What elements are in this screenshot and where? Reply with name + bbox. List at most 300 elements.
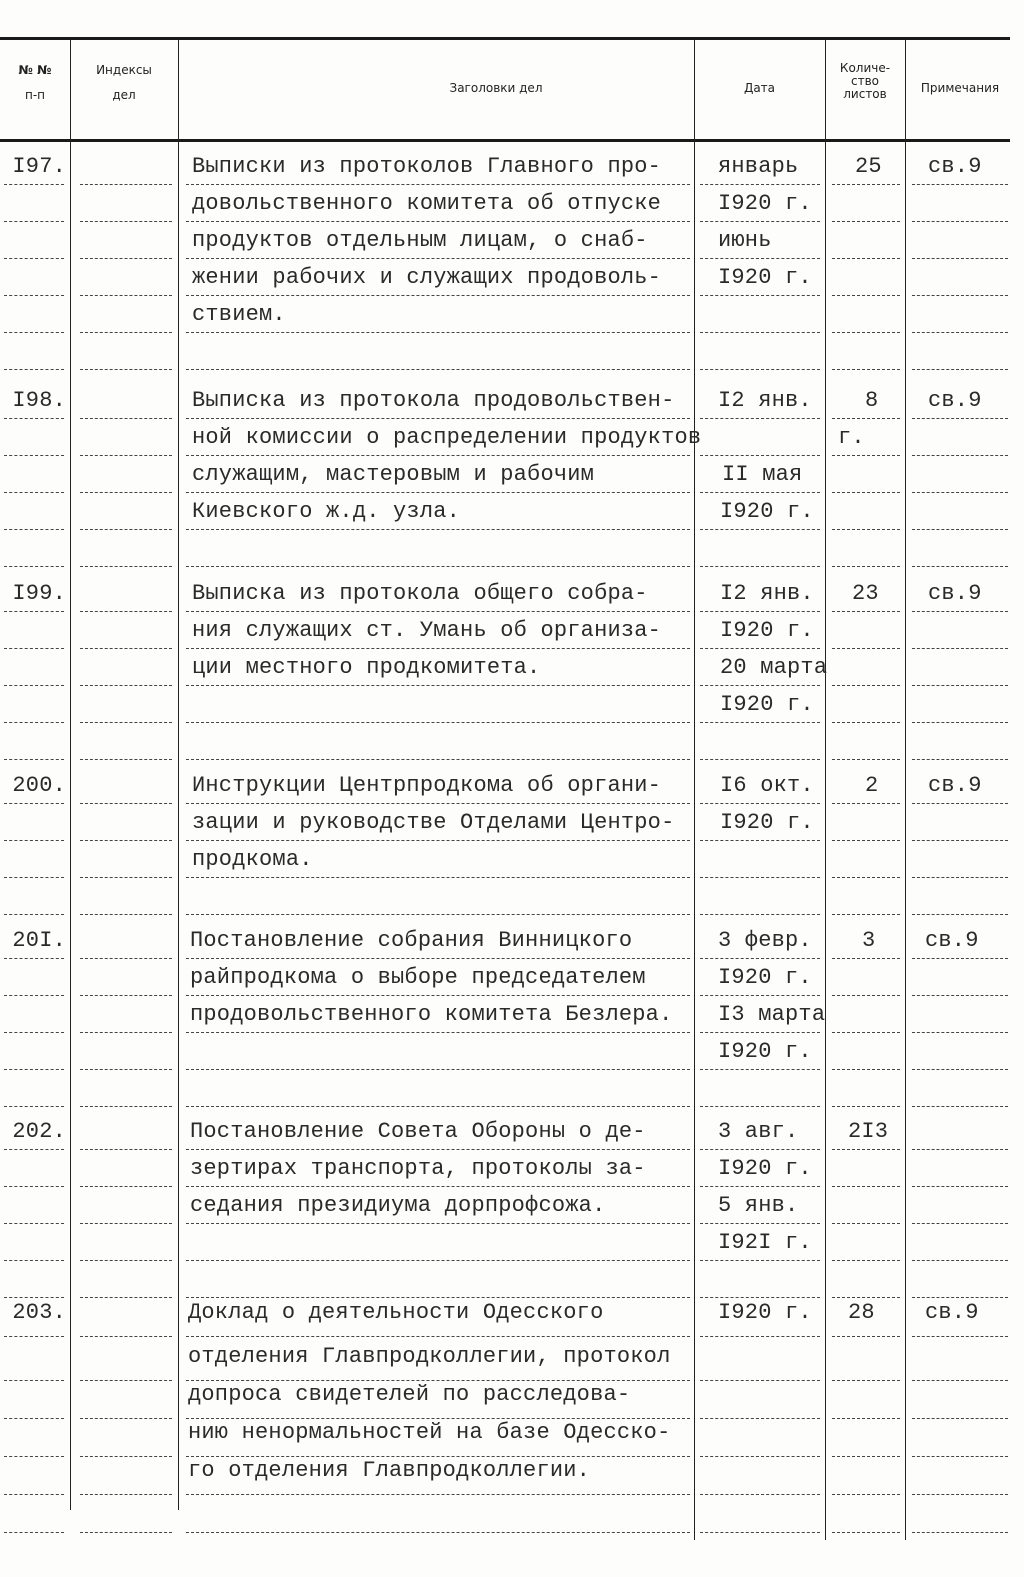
row-number: I98. (12, 388, 66, 413)
row-date-line: июнь (718, 228, 772, 253)
ruled-line (80, 418, 172, 419)
ruled-line (832, 914, 900, 915)
ruled-line (80, 648, 172, 649)
ruled-line (832, 685, 900, 686)
ruled-line (700, 1532, 820, 1533)
row-date-line: I920 г. (718, 1300, 812, 1325)
ruled-line (832, 840, 900, 841)
ruled-line (912, 369, 1008, 370)
ruled-line (4, 455, 64, 456)
header-title-text: Заголовки дел (449, 81, 543, 95)
row-date-line: I2 янв. (720, 581, 814, 606)
ruled-line (4, 759, 64, 760)
ruled-line (80, 877, 172, 878)
ruled-line (700, 722, 820, 723)
ruled-line (700, 1106, 820, 1107)
row-notes: св.9 (925, 928, 979, 953)
header-date (694, 80, 825, 97)
header-notes-text: Примечания (920, 81, 1000, 95)
row-number: 202. (12, 1119, 66, 1144)
row-sheets: 2 (865, 773, 879, 798)
ruled-line (4, 1297, 64, 1298)
ruled-line (186, 840, 690, 841)
row-date-line: I6 окт. (720, 773, 814, 798)
ruled-line (4, 184, 64, 185)
row-title-line: Киевского ж.д. узла. (192, 499, 461, 524)
row-date-line: 3 авг. (718, 1119, 799, 1144)
ruled-line (832, 1456, 900, 1457)
ruled-line (186, 995, 690, 996)
row-title-line: райпродкома о выборе председателем (190, 965, 646, 990)
ruled-line (700, 184, 820, 185)
row-date-line: I920 г. (718, 1039, 812, 1064)
ruled-line (832, 722, 900, 723)
ruled-line (186, 611, 690, 612)
ruled-line (832, 1336, 900, 1337)
ruled-line (4, 840, 64, 841)
ruled-line (700, 685, 820, 686)
ruled-line (4, 332, 64, 333)
ruled-line (186, 566, 690, 567)
ruled-line (912, 1223, 1008, 1224)
ruled-line (4, 685, 64, 686)
ruled-line (700, 455, 820, 456)
ruled-line (186, 1494, 690, 1495)
row-date-line: I3 марта (718, 1002, 826, 1027)
ruled-line (700, 1418, 820, 1419)
row-title-line: довольственного комитета об отпуске (192, 191, 662, 216)
ruled-line (80, 258, 172, 259)
ruled-line (186, 958, 690, 959)
row-title-line: Выписка из протокола продовольствен- (192, 388, 675, 413)
row-date-line: I920 г. (720, 618, 814, 643)
ruled-line (186, 1186, 690, 1187)
ruled-line (700, 759, 820, 760)
ruled-line (4, 1223, 64, 1224)
ruled-line (4, 1456, 64, 1457)
ruled-line (80, 1456, 172, 1457)
ruled-line (186, 1297, 690, 1298)
ruled-line (186, 332, 690, 333)
ruled-line (912, 995, 1008, 996)
ruled-line (4, 221, 64, 222)
ruled-line (80, 1149, 172, 1150)
row-title-line: нию ненормальностей на базе Одесско- (188, 1420, 671, 1445)
ruled-line (186, 1106, 690, 1107)
ruled-line (80, 1418, 172, 1419)
ruled-line (4, 914, 64, 915)
ruled-line (80, 914, 172, 915)
row-title-line: Инструкции Центрпродкома об органи- (192, 773, 662, 798)
row-title-line: ции местного продкомитета. (192, 655, 541, 680)
ruled-line (832, 529, 900, 530)
ruled-line (832, 1069, 900, 1070)
ruled-line (700, 566, 820, 567)
ruled-line (4, 295, 64, 296)
row-date-line: 3 февр. (718, 928, 812, 953)
ruled-line (80, 759, 172, 760)
ruled-line (700, 1456, 820, 1457)
ruled-line (700, 1494, 820, 1495)
row-title-line: Выписка из протокола общего собра- (192, 581, 648, 606)
ruled-line (186, 418, 690, 419)
ruled-line (186, 1149, 690, 1150)
ruled-line (912, 258, 1008, 259)
header-bottom-rule (0, 139, 1010, 142)
header-sheets-line1: Количе- (839, 61, 891, 75)
ruled-line (80, 492, 172, 493)
ruled-line (912, 1418, 1008, 1419)
ruled-line (912, 1297, 1008, 1298)
ruled-line (832, 1260, 900, 1261)
ruled-line (80, 722, 172, 723)
ruled-line (832, 492, 900, 493)
ruled-line (912, 685, 1008, 686)
ruled-line (700, 492, 820, 493)
ruled-line (700, 803, 820, 804)
ruled-line (912, 877, 1008, 878)
ruled-line (832, 995, 900, 996)
row-sheets: 2I3 (848, 1119, 889, 1144)
ruled-line (700, 1186, 820, 1187)
ruled-line (186, 1532, 690, 1533)
ruled-line (912, 722, 1008, 723)
row-sheets: 25 (855, 154, 882, 179)
ruled-line (80, 1380, 172, 1381)
ruled-line (4, 958, 64, 959)
row-notes: св.9 (928, 581, 982, 606)
ruled-line (186, 492, 690, 493)
ruled-line (186, 1418, 690, 1419)
ruled-line (80, 1336, 172, 1337)
row-date-line: январь (718, 154, 799, 179)
row-date-line: I920 г. (720, 810, 814, 835)
ruled-line (912, 455, 1008, 456)
row-title-line: служащим, мастеровым и рабочим (192, 462, 595, 487)
ruled-line (80, 295, 172, 296)
ruled-line (4, 648, 64, 649)
ruled-line (832, 369, 900, 370)
row-title-line: зации и руководстве Отделами Центро- (192, 810, 675, 835)
row-title-line: продовольственного комитета Безлера. (190, 1002, 673, 1027)
ruled-line (912, 1186, 1008, 1187)
row-date-line: I920 г. (718, 191, 812, 216)
ruled-line (4, 1380, 64, 1381)
ruled-line (832, 648, 900, 649)
ruled-line (912, 1069, 1008, 1070)
ruled-line (832, 295, 900, 296)
ruled-line (186, 295, 690, 296)
ruled-line (80, 529, 172, 530)
ruled-line (912, 1494, 1008, 1495)
ruled-line (186, 648, 690, 649)
ruled-line (912, 759, 1008, 760)
row-title-line: Доклад о деятельности Одесского (188, 1300, 604, 1325)
ruled-line (700, 258, 820, 259)
row-date-overflow: г. (838, 425, 865, 450)
ruled-line (700, 1336, 820, 1337)
row-date-line: 5 янв. (718, 1193, 799, 1218)
ruled-line (186, 722, 690, 723)
ruled-line (832, 418, 900, 419)
header-sheets-line3: листов (843, 87, 887, 101)
ruled-line (912, 840, 1008, 841)
ruled-line (832, 611, 900, 612)
ruled-line (912, 418, 1008, 419)
top-rule (0, 37, 1010, 40)
row-date-line: 20 марта (720, 655, 828, 680)
ruled-line (4, 995, 64, 996)
ruled-line (80, 611, 172, 612)
ruled-line (4, 258, 64, 259)
ruled-line (80, 1494, 172, 1495)
ruled-line (4, 492, 64, 493)
row-number: 200. (12, 773, 66, 798)
ruled-line (912, 1149, 1008, 1150)
ruled-line (912, 648, 1008, 649)
ruled-line (186, 1260, 690, 1261)
ruled-line (80, 1532, 172, 1533)
ruled-line (832, 1032, 900, 1033)
ruled-line (4, 722, 64, 723)
ruled-line (700, 1069, 820, 1070)
ruled-line (912, 1456, 1008, 1457)
ruled-line (186, 184, 690, 185)
ruled-line (4, 566, 64, 567)
ruled-line (80, 840, 172, 841)
ruled-line (4, 418, 64, 419)
ruled-line (80, 1223, 172, 1224)
ruled-line (912, 332, 1008, 333)
ruled-line (700, 418, 820, 419)
ruled-line (4, 1149, 64, 1150)
row-title-line: Постановление Совета Обороны о де- (190, 1119, 646, 1144)
ruled-line (700, 1297, 820, 1298)
header-index (70, 62, 178, 104)
row-number: 20I. (12, 928, 66, 953)
ruled-line (80, 455, 172, 456)
ruled-line (832, 1223, 900, 1224)
ruled-line (4, 1106, 64, 1107)
ruled-line (186, 803, 690, 804)
ruled-line (832, 221, 900, 222)
ruled-line (186, 221, 690, 222)
ruled-line (700, 1260, 820, 1261)
row-sheets: 23 (852, 581, 879, 606)
ruled-line (700, 529, 820, 530)
ruled-line (186, 258, 690, 259)
ruled-line (80, 221, 172, 222)
ruled-line (700, 1380, 820, 1381)
ruled-line (912, 492, 1008, 493)
ruled-line (912, 914, 1008, 915)
header-number-line1: № № (18, 63, 52, 77)
ruled-line (80, 995, 172, 996)
ruled-line (4, 611, 64, 612)
row-title-line: Постановление собрания Винницкого (190, 928, 633, 953)
column-divider-5 (905, 40, 906, 1540)
header-sheets-line2: ство (850, 74, 879, 88)
row-title-line: Выписки из протоколов Главного про- (192, 154, 662, 179)
ruled-line (4, 877, 64, 878)
ruled-line (832, 184, 900, 185)
ruled-line (186, 1456, 690, 1457)
row-notes: св.9 (928, 388, 982, 413)
ruled-line (80, 1186, 172, 1187)
ruled-line (186, 685, 690, 686)
row-date-line: I920 г. (720, 499, 814, 524)
row-date-line: I920 г. (720, 692, 814, 717)
ruled-line (4, 1032, 64, 1033)
ruled-line (832, 958, 900, 959)
header-title (178, 80, 694, 97)
ruled-line (832, 258, 900, 259)
row-title-line: ния служащих ст. Умань об организа- (192, 618, 662, 643)
ruled-line (700, 332, 820, 333)
ruled-line (832, 803, 900, 804)
ruled-line (832, 1297, 900, 1298)
ruled-line (4, 529, 64, 530)
header-index-line1: Индексы (96, 63, 152, 77)
ruled-line (912, 1106, 1008, 1107)
ruled-line (832, 877, 900, 878)
header-date-text: Дата (743, 81, 776, 95)
ruled-line (4, 1336, 64, 1337)
ruled-line (4, 803, 64, 804)
ruled-line (186, 1223, 690, 1224)
header-number (0, 62, 70, 104)
ruled-line (912, 221, 1008, 222)
ruled-line (4, 1418, 64, 1419)
ruled-line (912, 1380, 1008, 1381)
row-sheets: 28 (848, 1300, 875, 1325)
row-number: 203. (12, 1300, 66, 1325)
ruled-line (700, 1032, 820, 1033)
ruled-line (80, 958, 172, 959)
row-date-line: I92I г. (718, 1230, 812, 1255)
row-date-line: I920 г. (718, 965, 812, 990)
ruled-line (700, 958, 820, 959)
ruled-line (700, 995, 820, 996)
ruled-line (700, 1223, 820, 1224)
ruled-line (912, 1260, 1008, 1261)
ruled-line (80, 1069, 172, 1070)
ruled-line (700, 648, 820, 649)
ruled-line (700, 914, 820, 915)
ruled-line (912, 1336, 1008, 1337)
ruled-line (80, 1032, 172, 1033)
ruled-line (80, 369, 172, 370)
column-divider-4 (825, 40, 826, 1540)
ruled-line (832, 455, 900, 456)
ruled-line (700, 840, 820, 841)
ruled-line (912, 529, 1008, 530)
row-title-line: допроса свидетелей по расследова- (188, 1382, 631, 1407)
ruled-line (4, 1186, 64, 1187)
ruled-line (186, 759, 690, 760)
ruled-line (80, 184, 172, 185)
ruled-line (912, 803, 1008, 804)
ruled-line (4, 1260, 64, 1261)
ruled-line (80, 1106, 172, 1107)
ruled-line (700, 295, 820, 296)
ruled-line (80, 332, 172, 333)
ruled-line (832, 759, 900, 760)
row-title-line: отделения Главпродколлегии, протокол (188, 1344, 671, 1369)
ruled-line (832, 1106, 900, 1107)
ruled-line (186, 1032, 690, 1033)
row-title-line: седания президиума дорпрофсожа. (190, 1193, 606, 1218)
ruled-line (4, 369, 64, 370)
header-sheets (825, 62, 905, 101)
row-title-line: продуктов отдельным лицам, о снаб- (192, 228, 648, 253)
column-divider-3 (694, 40, 695, 1540)
row-sheets: 8 (865, 388, 879, 413)
column-divider-2 (178, 40, 179, 1510)
row-date-line: II мая (722, 462, 803, 487)
row-title-line: ной комиссии о распределении продуктов (192, 425, 702, 450)
header-notes (905, 80, 1015, 97)
row-date-line: I920 г. (718, 1156, 812, 1181)
row-sheets: 3 (862, 928, 876, 953)
ruled-line (186, 914, 690, 915)
row-date-line: I2 янв. (718, 388, 812, 413)
ruled-line (4, 1532, 64, 1533)
row-title-line: продкома. (192, 847, 313, 872)
ruled-line (832, 1418, 900, 1419)
column-divider-1 (70, 40, 71, 1510)
ruled-line (186, 1380, 690, 1381)
row-title-line: жении рабочих и служащих продоволь- (192, 265, 662, 290)
ruled-line (912, 1532, 1008, 1533)
ruled-line (912, 184, 1008, 185)
row-title-line: ствием. (192, 302, 286, 327)
ruled-line (80, 566, 172, 567)
row-title-line: зертирах транспорта, протоколы за- (190, 1156, 646, 1181)
ruled-line (832, 566, 900, 567)
ruled-line (80, 685, 172, 686)
row-title-line: го отделения Главпродколлегии. (188, 1458, 591, 1483)
ruled-line (186, 877, 690, 878)
ruled-line (832, 1149, 900, 1150)
ruled-line (832, 1494, 900, 1495)
ruled-line (186, 1069, 690, 1070)
ruled-line (700, 611, 820, 612)
ruled-line (700, 369, 820, 370)
ruled-line (912, 1032, 1008, 1033)
ruled-line (832, 1186, 900, 1187)
row-number: I97. (12, 154, 66, 179)
row-date-line: I920 г. (718, 265, 812, 290)
header-index-line2: дел (112, 88, 136, 102)
ruled-line (700, 1149, 820, 1150)
row-number: I99. (12, 581, 66, 606)
row-notes: св.9 (928, 154, 982, 179)
ruled-line (186, 455, 690, 456)
row-notes: св.9 (925, 1300, 979, 1325)
header-number-line2: п-п (24, 88, 46, 102)
ruled-line (80, 1260, 172, 1261)
ruled-line (832, 1380, 900, 1381)
ruled-line (912, 611, 1008, 612)
ruled-line (186, 1336, 690, 1337)
ruled-line (80, 803, 172, 804)
ruled-line (700, 221, 820, 222)
ruled-line (912, 566, 1008, 567)
ruled-line (186, 529, 690, 530)
ruled-line (912, 958, 1008, 959)
ruled-line (700, 877, 820, 878)
